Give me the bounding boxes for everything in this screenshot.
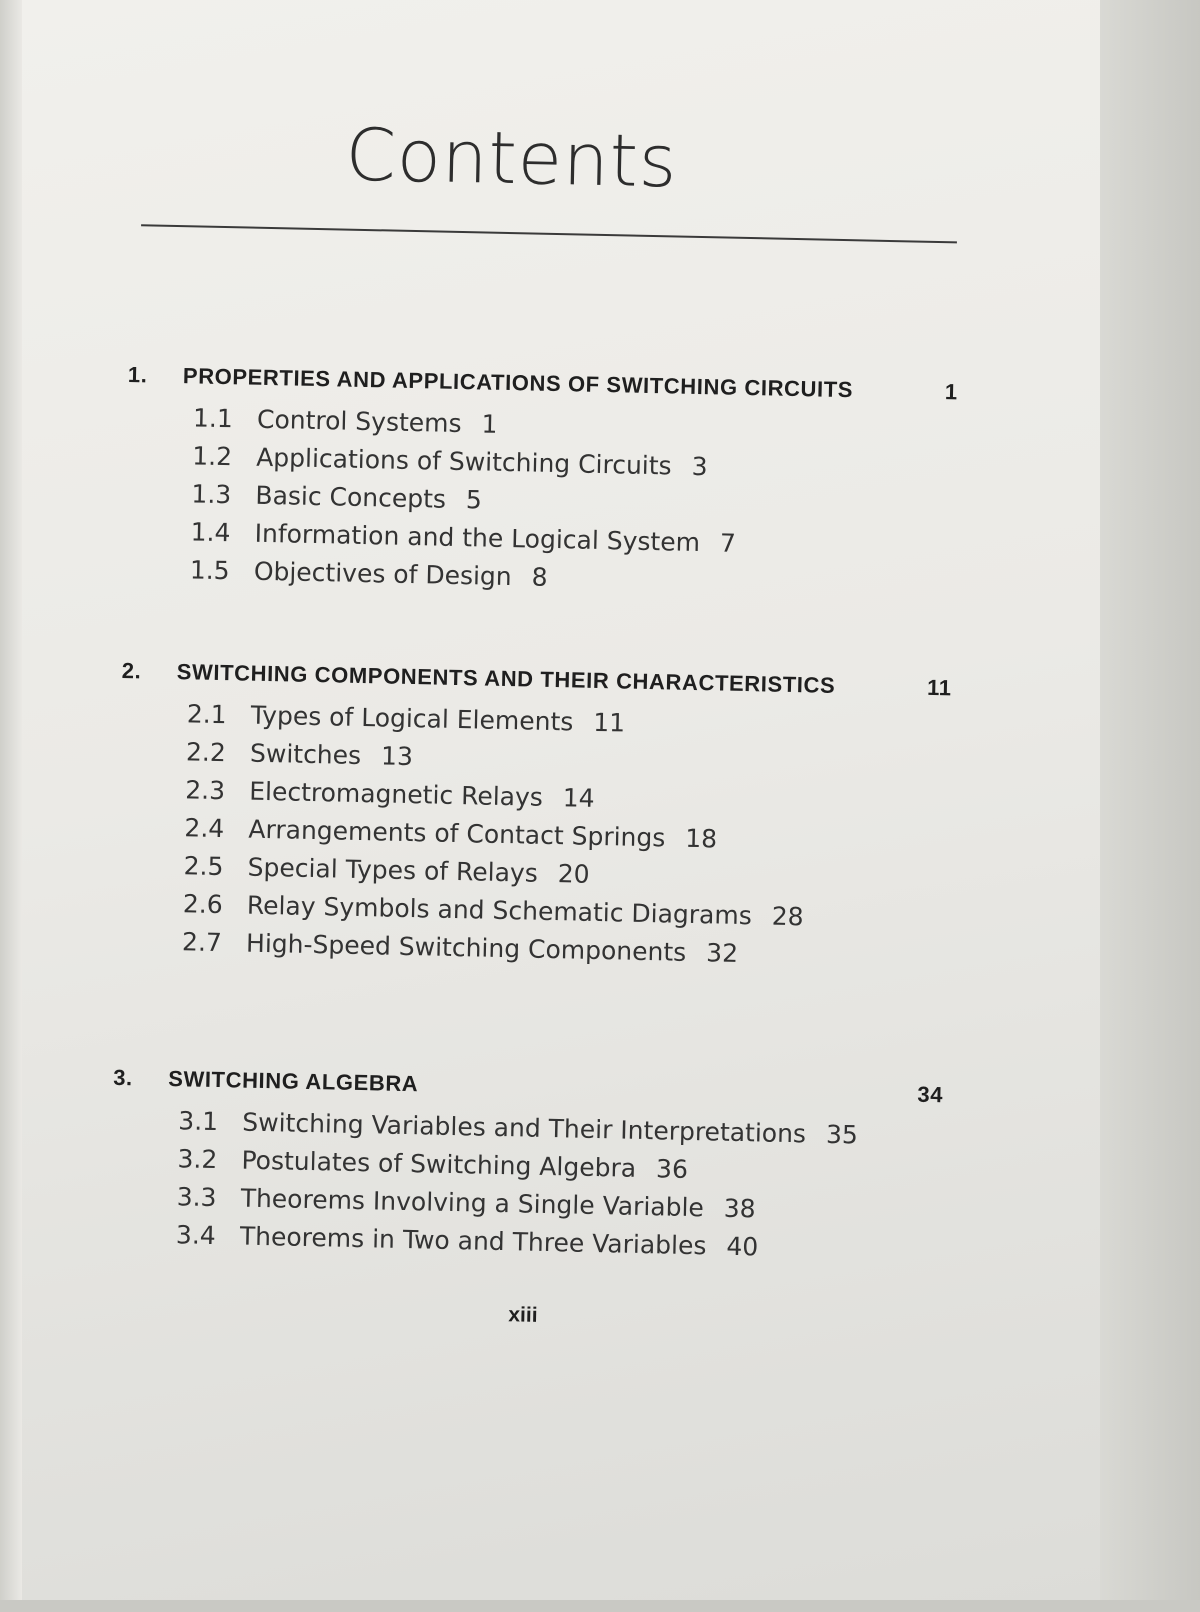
section-number: 1.5: [189, 555, 230, 586]
section-page-number: 1: [481, 409, 498, 439]
section-title: Electromagnetic Relays: [248, 776, 544, 812]
section-title: Special Types of Relays: [247, 852, 539, 888]
section-title: Applications of Switching Circuits: [255, 442, 672, 481]
chapter-title: SWITCHING ALGEBRA: [167, 1066, 419, 1097]
section-page-number: 14: [562, 783, 595, 813]
chapter-page-number: 11: [926, 674, 952, 701]
section-title: Relay Symbols and Schematic Diagrams: [246, 890, 753, 931]
chapter-title: PROPERTIES AND APPLICATIONS OF SWITCHING CIRCUITS: [182, 363, 854, 403]
chapter-2: [116, 658, 952, 981]
section-page-number: 11: [593, 707, 626, 738]
section-page-number: 32: [705, 938, 739, 968]
page-title: Contents: [344, 112, 679, 204]
section-number: 2.4: [184, 813, 225, 844]
chapter-number: 1.: [127, 362, 148, 388]
section-number: 3.1: [178, 1106, 219, 1137]
section-page-number: 38: [723, 1193, 756, 1224]
section-number: 1.2: [191, 441, 233, 472]
section-title: Arrangements of Contact Springs: [248, 814, 666, 853]
section-number: 1.1: [192, 403, 234, 434]
section-number: 2.3: [184, 775, 226, 806]
section-page-number: 5: [465, 485, 483, 515]
section-number: 2.6: [182, 889, 223, 920]
chapter-page-number: 34: [917, 1081, 944, 1108]
section-title: High-Speed Switching Components: [245, 928, 687, 967]
section-page-number: 13: [380, 741, 414, 772]
chapter-1: [123, 362, 958, 609]
chapter-number: 3.: [112, 1064, 134, 1091]
chapter-number: 2.: [121, 657, 142, 684]
section-number: 3.4: [175, 1220, 217, 1251]
chapter-3: [109, 1065, 943, 1274]
section-number: 2.5: [183, 851, 224, 882]
section-title: Switches: [249, 738, 362, 770]
section-title: Theorems in Two and Three Variables: [239, 1221, 707, 1261]
section-title: Types of Logical Elements: [250, 700, 574, 737]
section-title: Basic Concepts: [255, 480, 447, 514]
section-title: Objectives of Design: [253, 556, 512, 592]
section-title: Switching Variables and Their Interpretations: [242, 1107, 807, 1149]
section-page-number: 7: [719, 528, 737, 558]
section-title: Theorems Involving a Single Variable: [240, 1183, 705, 1223]
section-number: 2.1: [186, 699, 227, 730]
chapter-title: SWITCHING COMPONENTS AND THEIR CHARACTERISTICS: [176, 659, 836, 698]
section-page-number: 36: [655, 1154, 689, 1184]
section-page-number: 35: [825, 1119, 859, 1150]
section-title: Control Systems: [256, 404, 462, 439]
section-number: 3.2: [177, 1144, 218, 1175]
page-folio: xiii: [508, 1303, 538, 1327]
section-page-number: 40: [726, 1231, 759, 1262]
section-number: 3.3: [176, 1182, 217, 1213]
section-title: Information and the Logical System: [254, 518, 701, 558]
section-title: Postulates of Switching Algebra: [241, 1145, 637, 1183]
section-page-number: 28: [771, 901, 804, 932]
section-page-number: 20: [557, 859, 590, 889]
section-number: 2.2: [185, 737, 227, 768]
section-number: 2.7: [181, 927, 223, 958]
section-number: 1.3: [191, 479, 232, 510]
section-page-number: 18: [685, 823, 718, 854]
section-page-number: 3: [691, 451, 708, 482]
section-number: 1.4: [190, 517, 231, 548]
section-page-number: 8: [531, 562, 548, 592]
chapter-page-number: 1: [944, 379, 959, 405]
title-rule: [141, 224, 957, 243]
